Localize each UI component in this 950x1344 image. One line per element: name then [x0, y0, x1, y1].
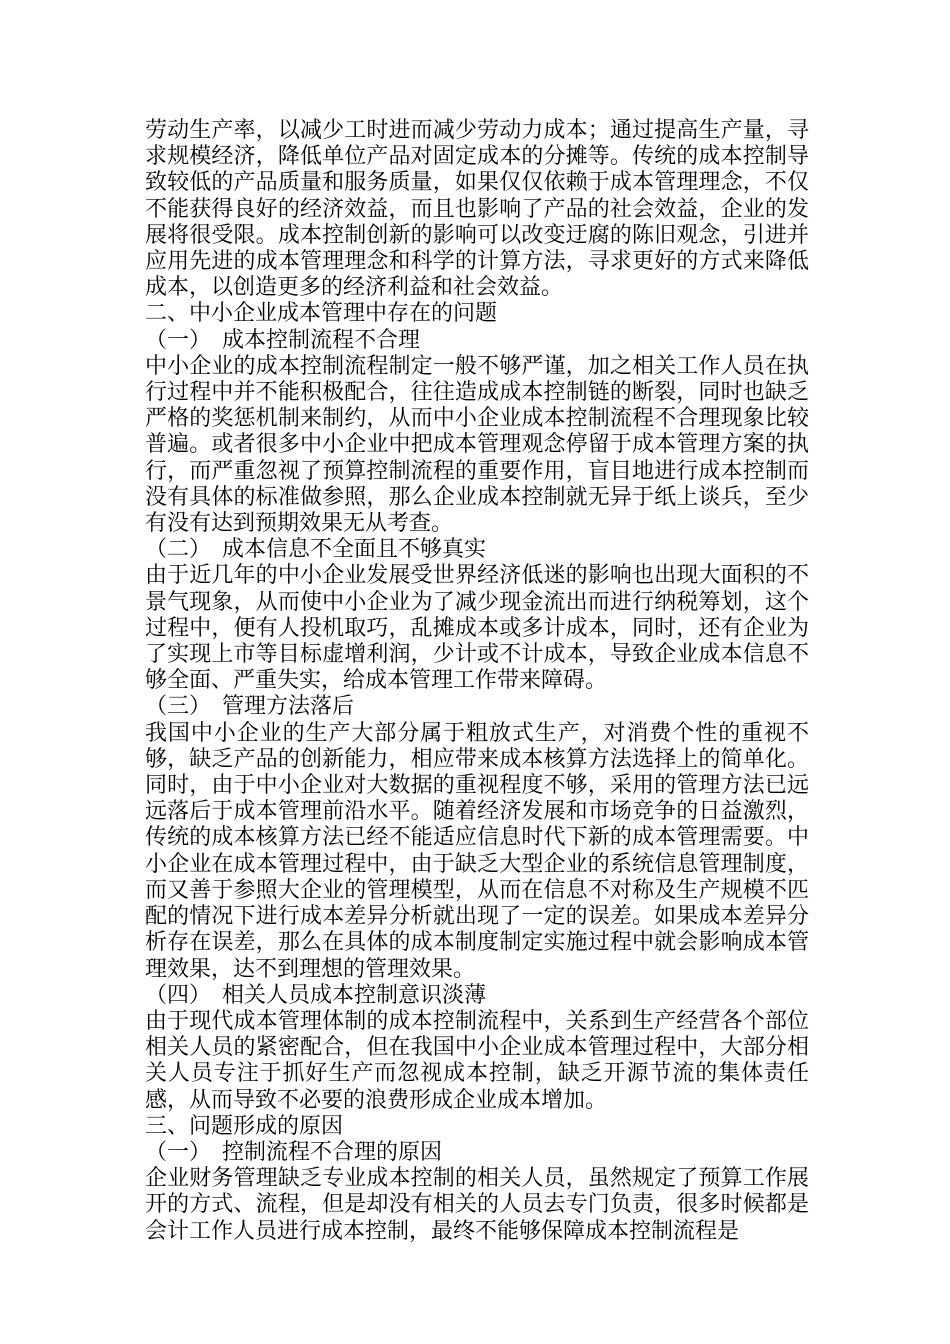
paragraph-cost-control-innovation: 劳动生产率，以减少工时进而减少劳动力成本；通过提高生产量，寻求规模经济，降低单位产品对固定成本的分摊等。传统的成本控制导致较低的产品质量和服务质量，如果仅仅依赖于成本管理理念，不仅不能获得良好的经济效益，而且也影响了产品的社会效益，企业的发展将很受限。成本控制创新的影响可以改变迂腐的陈旧观念，引进并应用先进的成本管理理念和科学的计算方法，寻求更好的方式来降低成本，以创造更多的经济利益和社会效益。: [145, 118, 809, 301]
paragraph-management-methods: 我国中小企业的生产大部分属于粗放式生产，对消费个性的重视不够，缺乏产品的创新能力，相应带来成本核算方法选择上的简单化。同时，由于中小企业对大数据的重视程度不够，采用的管理方法已远远落后于成本管理前沿水平。随着经济发展和市场竞争的日益激烈，传统的成本核算方法已经不能适应信息时代下新的成本管理需要。中小企业在成本管理过程中，由于缺乏大型企业的系统信息管理制度，而又善于参照大企业的管理模型，从而在信息不对称及生产规模不匹配的情况下进行成本差异分析就出现了一定的误差。如果成本差异分析存在误差，那么在具体的成本制度制定实施过程中就会影响成本管理效果，达不到理想的管理效果。: [145, 720, 809, 982]
subsection-heading-2-2: （二） 成本信息不全面且不够真实: [145, 537, 487, 563]
paragraph-cost-information: 由于近几年的中小企业发展受世界经济低迷的影响也出现大面积的不景气现象，从而使中小企业为了减少现金流出而进行纳税筹划，这个过程中，便有人投机取巧，乱摊成本或多计成本，同时，还有企业为了实现上市等目标虚增利润，少计或不计成本，导致企业成本信息不够全面、严重失实，给成本管理工作带来障碍。: [145, 563, 809, 694]
subsection-heading-3-1: （一） 控制流程不合理的原因: [145, 1139, 443, 1165]
subsection-heading-2-1: （一） 成本控制流程不合理: [145, 327, 421, 353]
subsection-heading-2-3: （三） 管理方法落后: [145, 694, 355, 720]
paragraph-control-process: 中小企业的成本控制流程制定一般不够严谨，加之相关工作人员在执行过程中并不能积极配合，往往造成成本控制链的断裂，同时也缺乏严格的奖惩机制来制约，从而中小企业成本控制流程不合理现象比较普遍。或者很多中小企业中把成本管理观念停留于成本管理方案的执行，而严重忽视了预算控制流程的重要作用，盲目地进行成本控制而没有具体的标准做参照，那么企业成本控制就无异于纸上谈兵，至少有没有达到预期效果无从考查。: [145, 353, 809, 537]
subsection-heading-2-4: （四） 相关人员成本控制意识淡薄: [145, 982, 487, 1008]
document-body: [145, 118, 809, 1245]
section-heading-3: 三、问题形成的原因: [145, 1113, 344, 1139]
paragraph-process-causes: 企业财务管理缺乏专业成本控制的相关人员，虽然规定了预算工作展开的方式、流程，但是却没有相关的人员去专门负责，很多时候都是会计工作人员进行成本控制，最终不能够保障成本控制流程是: [145, 1166, 809, 1244]
section-heading-2: 二、中小企业成本管理中存在的问题: [145, 301, 498, 327]
paragraph-cost-awareness: 由于现代成本管理体制的成本控制流程中，关系到生产经营各个部位相关人员的紧密配合，但在我国中小企业成本管理过程中，大部分相关人员专注于抓好生产而忽视成本控制，缺乏开源节流的集体责任感，从而导致不必要的浪费形成企业成本增加。: [145, 1008, 809, 1113]
